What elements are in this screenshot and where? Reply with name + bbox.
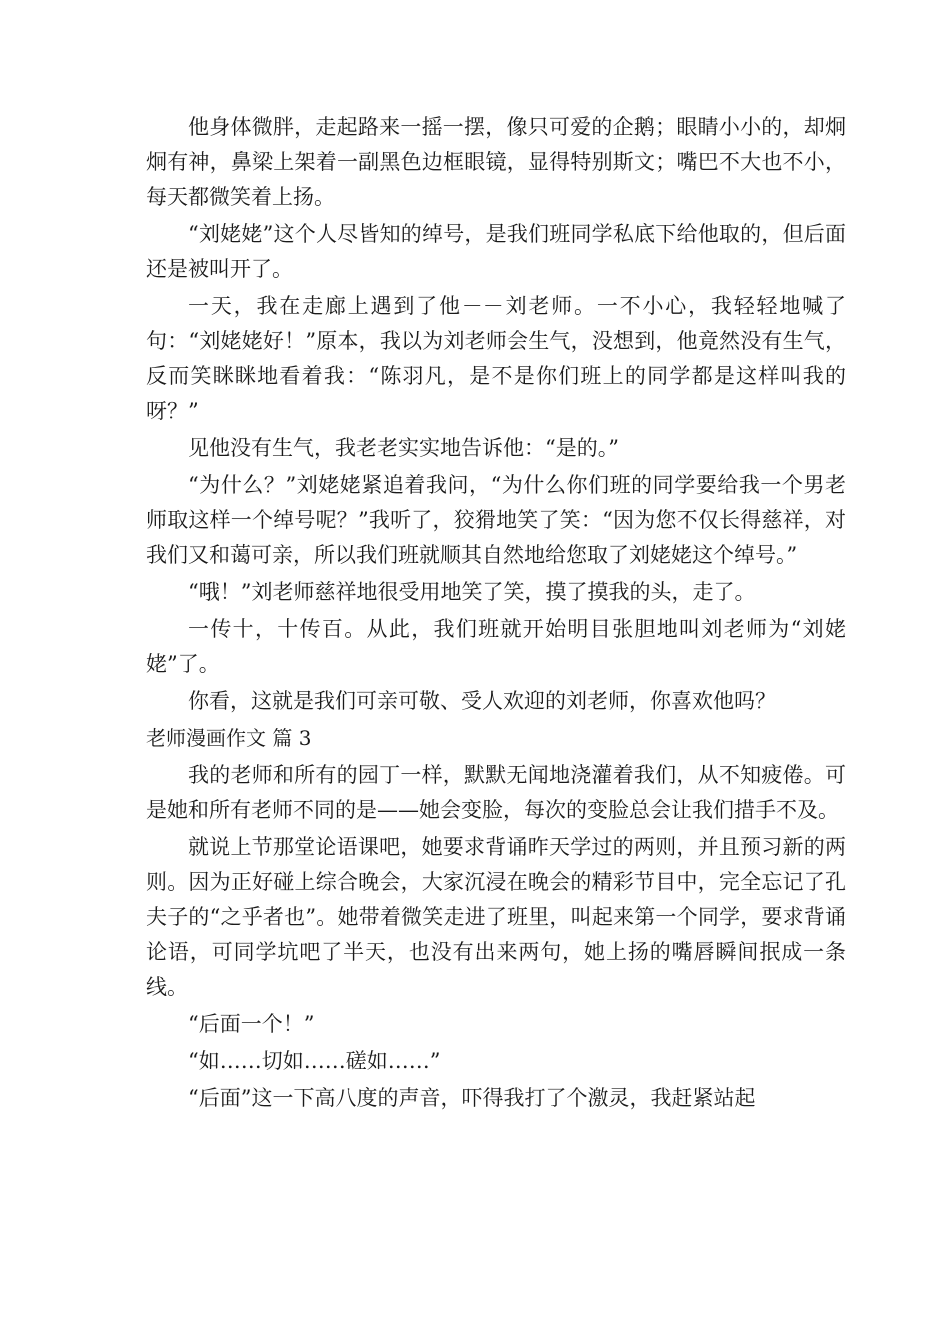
section-heading: 老师漫画作文 篇 3 — [146, 726, 312, 750]
paragraph: “如……切如……磋如……” — [188, 1049, 441, 1073]
paragraph: “后面一个！” — [188, 1012, 315, 1036]
paragraph: 就说上节那堂论语课吧，她要求背诵昨天学过的两则，并且预习新的两则。因为正好碰上综合晚会，大家沉浸在晚会的精彩节目中，完全忘记了孔夫子的“之乎者也”。她带着微笑走进了班里，叫起来第一个同学，要求背诵论语，可同学坑吧了半天，也没有出来两句，她上扬的嘴唇瞬间抿成一条线。 — [146, 835, 846, 999]
paragraph: 他身体微胖，走起路来一摇一摆，像只可爱的企鹅；眼睛小小的，却炯炯有神，鼻梁上架着一副黑色边框眼镜，显得特别斯文；嘴巴不大也不小，每天都微笑着上扬。 — [146, 115, 846, 209]
document-body — [146, 110, 846, 1118]
paragraph: 你看，这就是我们可亲可敬、受人欢迎的刘老师，你喜欢他吗？ — [188, 689, 776, 713]
paragraph: “为什么？”刘姥姥紧追着我问，“为什么你们班的同学要给我一个男老师取这样一个绰号呢？”我听了，狡猾地笑了笑：“因为您不仅长得慈祥，对我们又和蔼可亲，所以我们班就顺其自然地给您取了刘姥姥这个绰号。” — [146, 473, 846, 567]
paragraph: 见他没有生气，我老老实实地告诉他：“是的。” — [188, 436, 619, 460]
paragraph: 一天，我在走廊上遇到了他－－刘老师。一不小心，我轻轻地喊了句：“刘姥姥好！”原本，我以为刘老师会生气，没想到，他竟然没有生气，反而笑眯眯地看着我：“陈羽凡，是不是你们班上的同学都是这样叫我的呀？” — [146, 294, 846, 423]
paragraph: 一传十，十传百。从此，我们班就开始明目张胆地叫刘老师为“刘姥姥”了。 — [146, 617, 846, 676]
paragraph: “后面”这一下高八度的声音，吓得我打了个激灵，我赶紧站起 — [188, 1086, 756, 1110]
paragraph: “哦！”刘老师慈祥地很受用地笑了笑，摸了摸我的头，走了。 — [188, 580, 756, 604]
paragraph: “刘姥姥”这个人尽皆知的绰号，是我们班同学私底下给他取的，但后面还是被叫开了。 — [146, 222, 846, 281]
paragraph: 我的老师和所有的园丁一样，默默无闻地浇灌着我们，从不知疲倦。可是她和所有老师不同的是——她会变脸，每次的变脸总会让我们措手不及。 — [146, 763, 846, 822]
